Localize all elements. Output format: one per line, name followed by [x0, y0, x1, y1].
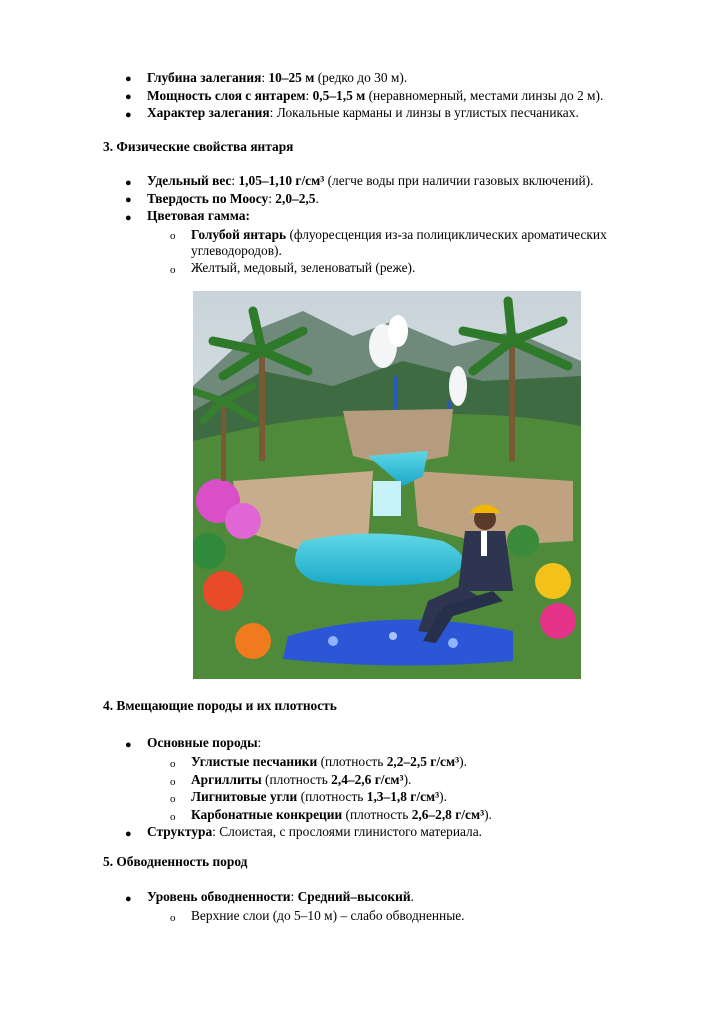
item-term: Аргиллиты — [191, 772, 262, 787]
item-sep: : — [268, 191, 276, 206]
circle-bullet-icon: o — [170, 912, 176, 924]
item-note: ). — [459, 754, 467, 769]
sub-list-item — [191, 226, 607, 243]
list-item — [147, 190, 319, 207]
circle-bullet-icon: o — [170, 230, 176, 242]
sub-list-item — [191, 788, 447, 805]
item-note: ). — [484, 807, 492, 822]
list-item — [147, 734, 261, 751]
list-item — [147, 207, 250, 224]
bullet-icon: ● — [125, 212, 132, 224]
item-term: Глубина залегания — [147, 70, 262, 85]
list-item — [147, 69, 407, 86]
item-term: Голубой янтарь — [191, 227, 287, 242]
item-value: 10–25 м — [268, 70, 315, 85]
sub-list-item — [191, 753, 467, 770]
list-item — [147, 888, 414, 905]
item-term: Мощность слоя с янтарем — [147, 88, 306, 103]
item-value: 2,4–2,6 г/см³ — [331, 772, 404, 787]
section-heading: 3. Физические свойства янтаря — [103, 139, 294, 154]
list-item — [147, 823, 482, 840]
item-note: : Слоистая, с прослоями глинистого материала. — [212, 824, 483, 839]
sub-list-item: Желтый, медовый, зеленоватый (реже). — [191, 260, 416, 275]
item-value: 2,2–2,5 г/см³ — [386, 754, 460, 769]
circle-bullet-icon: o — [170, 776, 176, 788]
item-note: (плотность — [342, 807, 412, 822]
bullet-icon: ● — [125, 109, 132, 121]
tropical-mine-scene — [193, 291, 581, 679]
item-note: (плотность — [317, 754, 387, 769]
item-sep: : — [290, 889, 298, 904]
item-note: . — [410, 889, 414, 904]
bullet-icon: ● — [125, 194, 132, 206]
item-note: (плотность — [297, 789, 367, 804]
circle-bullet-icon: o — [170, 811, 176, 823]
item-term: Углистые песчаники — [191, 754, 318, 769]
item-term: Лигнитовые угли — [191, 789, 298, 804]
item-term: Характер залегания — [147, 105, 270, 120]
circle-bullet-icon: o — [170, 264, 176, 276]
sub-list-item: Верхние слои (до 5–10 м) – слабо обводненные. — [191, 908, 465, 923]
circle-bullet-icon: o — [170, 758, 176, 770]
list-item — [147, 104, 579, 121]
bullet-icon: ● — [125, 828, 132, 840]
item-note: (флуоресценция из-за полициклических ароматических — [286, 227, 607, 242]
item-term: Основные породы — [147, 735, 258, 750]
item-sep: : — [305, 88, 313, 103]
item-note: (редко до 30 м). — [314, 70, 408, 85]
item-value: 0,5–1,5 м — [312, 88, 366, 103]
item-note: : Локальные карманы и линзы в углистых песчаниках. — [269, 105, 579, 120]
item-value: 2,0–2,5 — [275, 191, 316, 206]
bullet-icon: ● — [125, 73, 132, 85]
item-sep: : — [261, 70, 269, 85]
item-sep: : — [245, 208, 250, 223]
item-term: Уровень обводненности — [147, 889, 291, 904]
list-item — [147, 172, 593, 189]
item-value: 1,05–1,10 г/см³ — [238, 173, 325, 188]
item-term: Карбонатные конкреции — [191, 807, 343, 822]
circle-bullet-icon: o — [170, 793, 176, 805]
item-term: Твердость по Моосу — [147, 191, 269, 206]
section-heading: 5. Обводненность пород — [103, 854, 248, 869]
list-item — [147, 87, 603, 104]
sub-list-item — [191, 806, 492, 823]
sub-list-item-continuation: углеводородов). — [191, 243, 282, 258]
item-note: ). — [439, 789, 447, 804]
section-heading: 4. Вмещающие породы и их плотность — [103, 698, 337, 713]
sub-list-item — [191, 771, 411, 788]
bullet-icon: ● — [125, 91, 132, 103]
bullet-icon: ● — [125, 739, 132, 751]
item-note: . — [315, 191, 319, 206]
bullet-icon: ● — [125, 893, 132, 905]
item-term: Удельный вес — [147, 173, 232, 188]
item-value: 1,3–1,8 г/см³ — [366, 789, 440, 804]
illustration-image — [193, 291, 581, 679]
item-value: Средний–высокий — [297, 889, 411, 904]
item-value: 2,6–2,8 г/см³ — [411, 807, 485, 822]
item-note: (неравномерный, местами линзы до 2 м). — [365, 88, 604, 103]
item-note: (плотность — [261, 772, 332, 787]
item-sep: : — [231, 173, 239, 188]
item-term: Цветовая гамма — [147, 208, 246, 223]
bullet-icon: ● — [125, 177, 132, 189]
item-term: Структура — [147, 824, 213, 839]
item-sep: : — [257, 735, 262, 750]
item-note: (легче воды при наличии газовых включений). — [324, 173, 594, 188]
item-note: ). — [403, 772, 412, 787]
